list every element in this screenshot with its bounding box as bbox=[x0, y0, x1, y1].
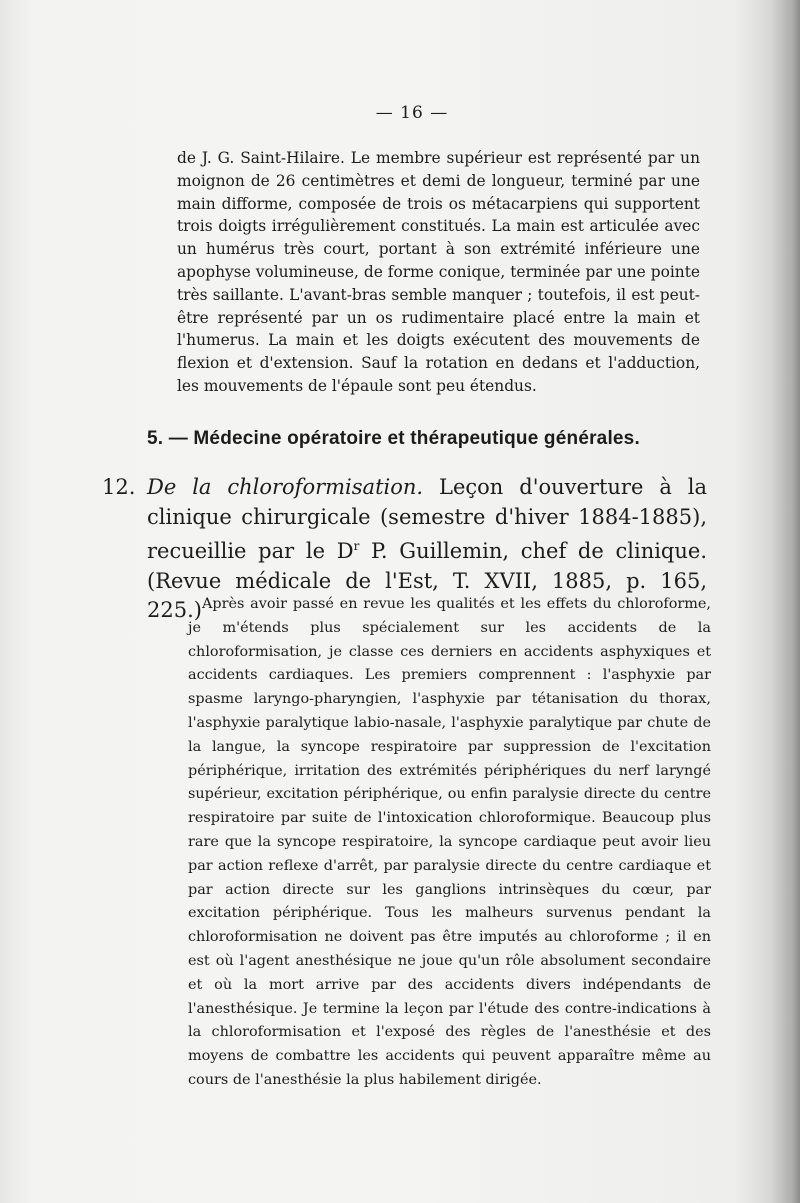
section-heading: 5. — Médecine opératoire et thérapeutique générales. bbox=[147, 428, 640, 449]
entry-details: Leçon d'ouverture à la clinique chirurgicale (semestre d'hiver 1884-1885), recueillie par le D bbox=[147, 475, 708, 563]
entry-number: 12. bbox=[102, 475, 136, 499]
page-spine-shadow bbox=[772, 0, 800, 1203]
intro-paragraph: de J. G. Saint-Hilaire. Le membre supérieur est représenté par un moignon de 26 centimètres et demi de longueur, terminé par une main difforme, composée de trois os métacarpiens qui supportent trois doigts irrégulièrement constitués. La main est articulée avec un humérus très court, portant à son extrémité inférieure une apophyse volumineuse, de forme conique, terminée par une pointe très saillante. L'avant-bras semble manquer ; toutefois, il est peut-être représenté par un os rudimentaire placé entre la main et l'humerus. La main et les doigts exécutent des mouvements de flexion et d'extension. Sauf la rotation en dedans et l'adduction, les mouvements de l'épaule sont peu étendus. bbox=[177, 149, 700, 395]
entry-superscript: r bbox=[353, 539, 360, 553]
entry-details-continued: P. Guillemin, chef de clinique. (Revue médicale de l'Est, T. XVII, 1885, p. 165, 225.) bbox=[147, 539, 708, 622]
entry-title: De la chloroformisation. bbox=[147, 475, 424, 499]
page-number: — 16 — bbox=[375, 103, 449, 123]
entry-abstract: Après avoir passé en revue les qualités et les effets du chloroforme, je m'étends plus spécialement sur les accidents de la chloroformisation, je classe ces derniers en accidents asphyxiques et accidents cardiaques. Les premiers comprennent : l'asphyxie par spasme laryngo-pharyngien, l'asphyxie par tétanisation du thorax, l'asphyxie paralytique labio-nasale, l'asphyxie paralytique par chute de la langue, la syncope respiratoire par suppression de l'excitation périphérique, irritation des extrémités périphériques du nerf laryngé supérieur, excitation périphérique, ou enfin paralysie directe du centre respiratoire par suite de l'intoxication chloroformique. Beaucoup plus rare que la syncope respiratoire, la syncope cardiaque peut avoir lieu par action reflexe d'arrêt, par paralysie directe du centre cardiaque et par action directe sur les ganglions intrinsèques du cœur, par excitation périphérique. Tous les malheurs survenus pendant la chloroformisation ne doivent pas être imputés au chloroforme ; il en est où l'agent anesthésique ne joue qu'un rôle absolument secondaire et où la mort arrive par des accidents divers indépendants de l'anesthésique. Je termine la leçon par l'étude des contre-indications à la chloroformisation et l'exposé des règles de l'anesthésie et des moyens de combattre les accidents qui peuvent apparaître même au cours de l'anesthésie la plus habilement dirigée. bbox=[188, 596, 711, 1088]
